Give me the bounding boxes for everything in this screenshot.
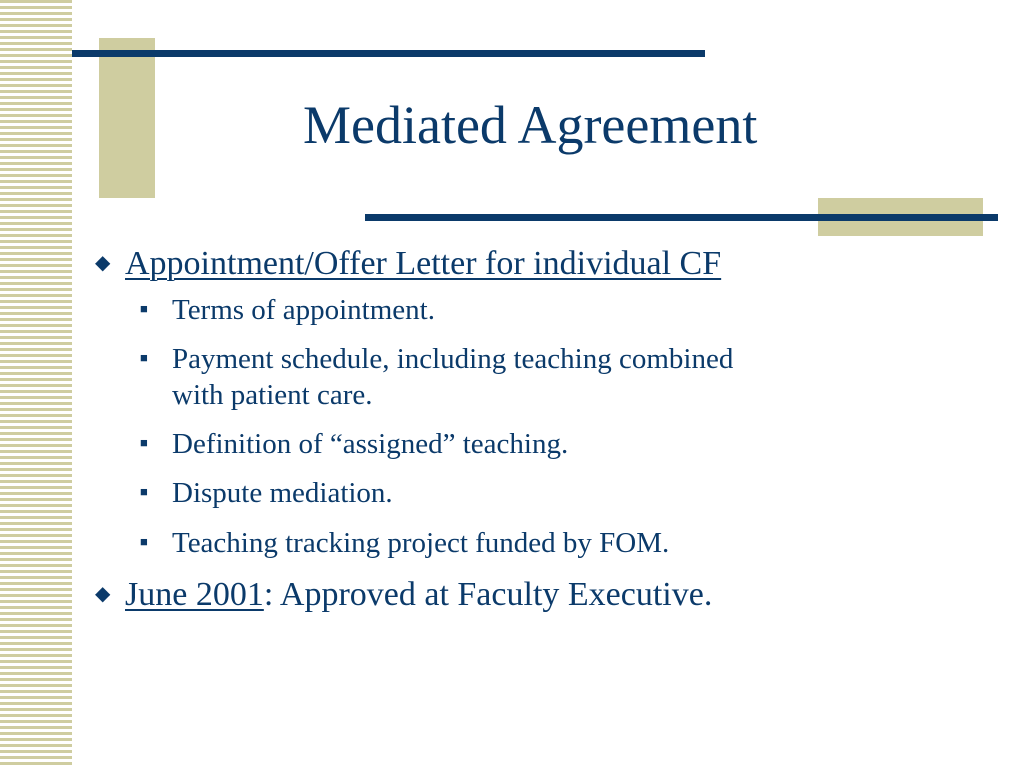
june-2001-line — [125, 575, 712, 616]
sub-bullet-item — [140, 342, 790, 413]
sub-bullet-item — [140, 476, 790, 511]
sub-bullet-text: Terms of appointment. — [172, 293, 435, 326]
approved-text: : Approved at Faculty Executive. — [263, 576, 713, 614]
square-bullet-icon: ■ — [140, 484, 148, 500]
title-rule-top — [72, 50, 705, 57]
sub-bullet-text: Payment schedule, including teaching combined with patient care. — [172, 343, 734, 411]
diamond-bullet-icon: ◆ — [95, 583, 111, 606]
sub-bullet-item — [140, 526, 790, 561]
sub-bullet-item — [140, 293, 790, 328]
sub-bullet-list — [95, 293, 995, 561]
decorative-block-top-left — [99, 38, 155, 198]
square-bullet-icon: ■ — [140, 434, 148, 450]
slide-title: Mediated Agreement — [303, 95, 758, 155]
sub-bullet-text: Dispute mediation. — [172, 477, 393, 510]
bullet-june-2001 — [95, 575, 995, 616]
bullet-appointment-letter — [95, 244, 995, 285]
slide-content — [95, 244, 995, 616]
square-bullet-icon: ■ — [140, 533, 148, 549]
diamond-bullet-icon: ◆ — [95, 252, 111, 274]
sub-bullet-item — [140, 427, 790, 462]
sub-bullet-text: Definition of “assigned” teaching. — [172, 427, 569, 460]
title-rule-bottom — [365, 214, 998, 221]
june-2001-link[interactable]: June 2001 — [125, 576, 264, 614]
striped-side-band — [0, 0, 72, 768]
sub-bullet-text: Teaching tracking project funded by FOM. — [172, 526, 670, 559]
square-bullet-icon: ■ — [140, 350, 148, 366]
appointment-letter-link[interactable]: Appointment/Offer Letter for individual CF — [125, 245, 722, 282]
square-bullet-icon: ■ — [140, 300, 148, 316]
